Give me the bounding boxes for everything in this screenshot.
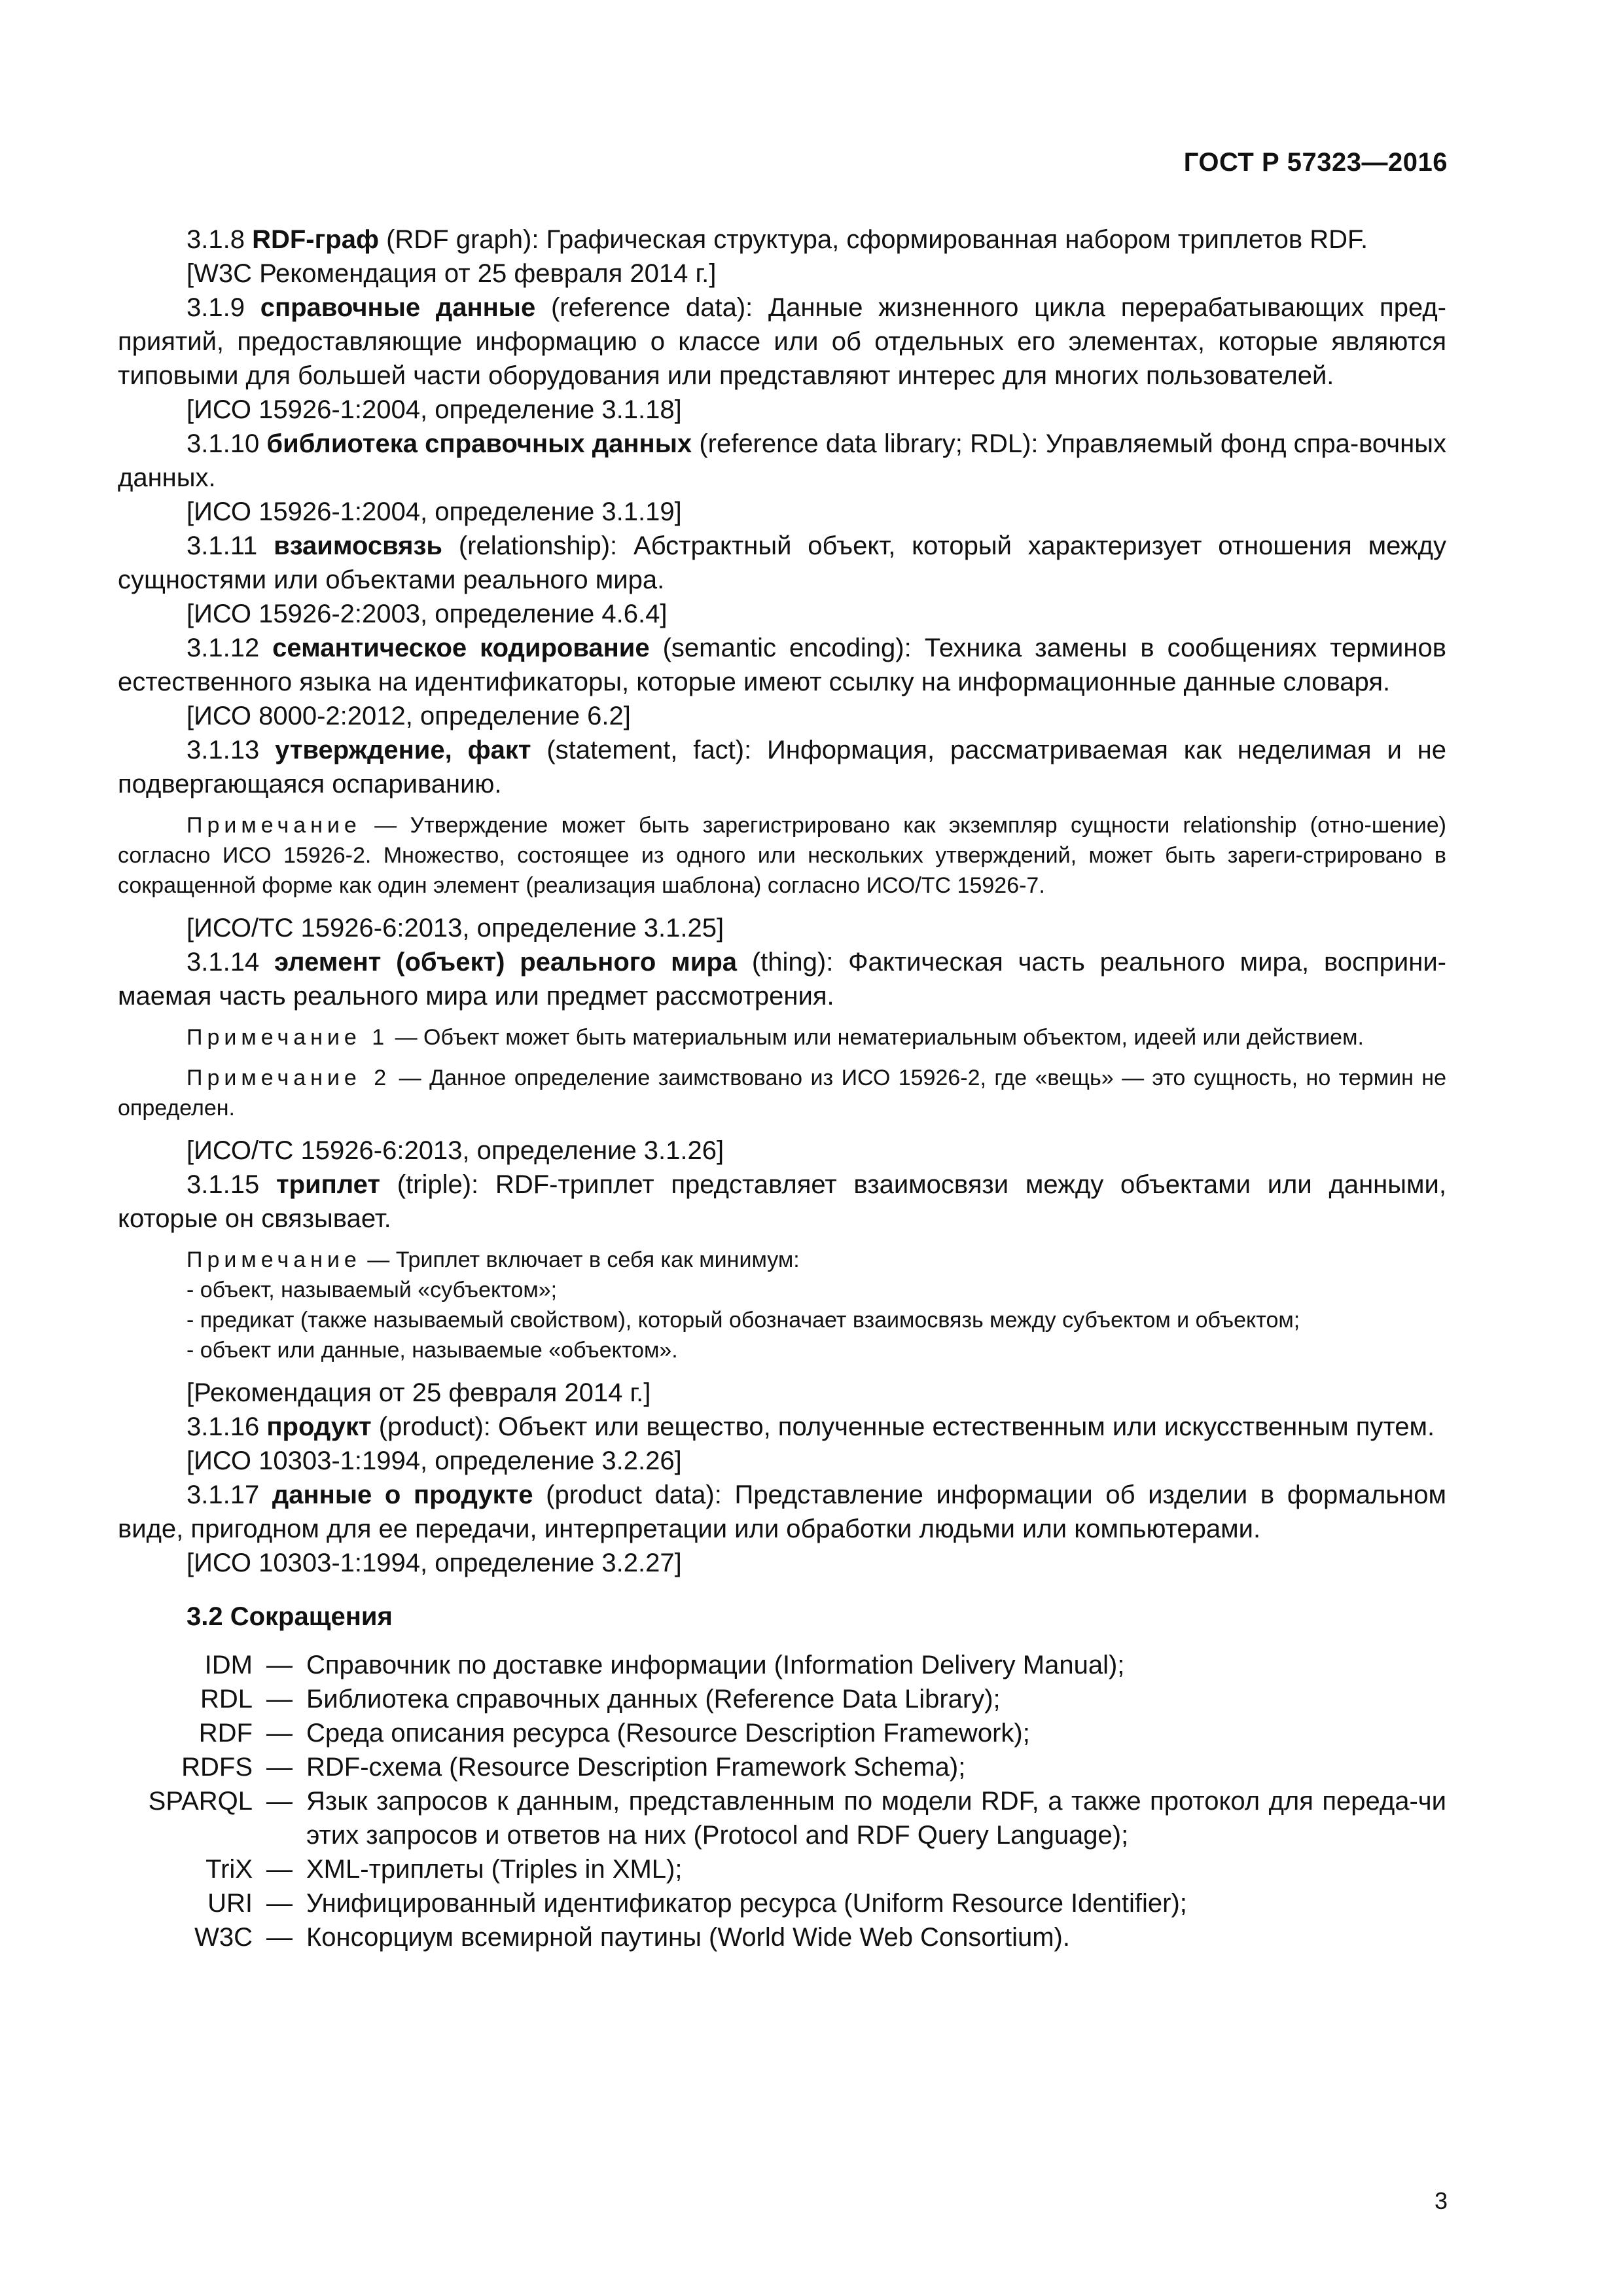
term-name: данные о продукте [272, 1480, 533, 1509]
term-number: 3.1.17 [187, 1480, 260, 1509]
term-name: библиотека справочных данных [266, 429, 692, 458]
term-entry [118, 733, 1446, 801]
abbreviation-row [118, 1886, 1446, 1920]
term-source: [Рекомендация от 25 февраля 2014 г.] [187, 1378, 651, 1407]
abbreviation-definition: Консорциум всемирной паутины (World Wide Web Consortium). [306, 1923, 1070, 1952]
term-name: утверждение, факт [275, 736, 531, 764]
term-definition: (reference data library; RDL): Управляемый фонд спра-вочных данных. [118, 429, 1446, 492]
abbreviation-dash: — [266, 1651, 293, 1679]
note-label: Примечание 2 [187, 1066, 391, 1090]
term-name: триплет [276, 1170, 380, 1199]
term-definition: (relationship): Абстрактный объект, который характеризует отношения между сущностями или объектами реального мира. [118, 531, 1446, 594]
term-name: взаимосвязь [274, 531, 442, 560]
abbreviation-definition: Язык запросов к данным, представленным по модели RDF, а также протокол для переда-чи этих запросов и ответов на них (Protocol and RDF Query Language); [306, 1787, 1446, 1850]
abbreviation-definition: Среда описания ресурса (Resource Description Framework); [306, 1719, 1030, 1748]
note-list-item: - объект, называемый «субъектом»; [187, 1278, 558, 1302]
term-number: 3.1.12 [187, 634, 260, 662]
term-note [118, 810, 1446, 901]
term-definition: (product): Объект или вещество, полученные естественным или искусственным путем. [378, 1412, 1435, 1441]
abbreviation-code: IDM [204, 1651, 253, 1679]
abbreviation-dash: — [266, 1719, 293, 1748]
abbreviation-row [118, 1716, 1446, 1750]
term-note [118, 1063, 1446, 1123]
term-source: [ИСО/ТС 15926-6:2013, определение 3.1.26] [187, 1136, 724, 1165]
abbreviation-row [118, 1784, 1446, 1852]
abbreviation-row [118, 1750, 1446, 1784]
note-label: Примечание [187, 1247, 361, 1272]
term-number: 3.1.11 [187, 531, 258, 560]
term-entry [118, 945, 1446, 1013]
term-source: [ИСО 8000-2:2012, определение 6.2] [187, 702, 631, 730]
document-id-header: ГОСТ Р 57323—2016 [1183, 148, 1448, 177]
section-title: 3.2 Сокращения [187, 1602, 393, 1631]
note-label: Примечание 1 [187, 1025, 389, 1050]
abbreviation-dash: — [266, 1787, 293, 1816]
abbreviation-code: RDFS [181, 1753, 253, 1782]
term-source: [ИСО 10303-1:1994, определение 3.2.27] [187, 1549, 682, 1577]
abbreviation-definition: RDF-схема (Resource Description Framework Schema); [306, 1753, 966, 1782]
term-definition: (semantic encoding): Техника замены в сообщениях терминов естественного языка на идентификаторы, которые имеют ссылку на информационные данные словаря. [118, 634, 1446, 696]
abbreviation-row [118, 1648, 1446, 1682]
term-note [118, 1245, 1446, 1365]
abbreviation-code: W3C [194, 1923, 253, 1952]
abbreviation-dash: — [266, 1753, 293, 1782]
abbreviation-definition: Библиотека справочных данных (Reference Data Library); [306, 1685, 1001, 1713]
note-intro [118, 1245, 1446, 1275]
term-number: 3.1.14 [187, 948, 260, 977]
term-number: 3.1.9 [187, 293, 245, 322]
term-name: элемент (объект) реального мира [274, 948, 737, 977]
term-source: [W3C Рекомендация от 25 февраля 2014 г.] [187, 259, 717, 288]
term-entry [118, 1410, 1446, 1444]
abbreviation-row [118, 1682, 1446, 1716]
term-number: 3.1.10 [187, 429, 260, 458]
term-entry [118, 427, 1446, 495]
term-definition: (triple): RDF-триплет представляет взаимосвязи между объектами или данными, которые он связывает. [118, 1170, 1446, 1233]
abbreviation-row [118, 1852, 1446, 1886]
term-definition: (statement, fact): Информация, рассматриваемая как неделимая и не подвергающаяся оспариванию. [118, 736, 1446, 798]
note-text: — Данное определение заимствовано из ИСО 15926-2, где «вещь» — это сущность, но термин не определен. [118, 1066, 1446, 1121]
term-entry [118, 1478, 1446, 1546]
term-definition: (thing): Фактическая часть реального мира, восприни-маемая часть реального мира или предмет рассмотрения. [118, 948, 1446, 1011]
term-entry [118, 291, 1446, 393]
term-name: справочные данные [260, 293, 536, 322]
term-source: [ИСО/ТС 15926-6:2013, определение 3.1.25] [187, 914, 724, 942]
term-source: [ИСО 15926-2:2003, определение 4.6.4] [187, 600, 668, 628]
term-definition: (RDF graph): Графическая структура, сформированная набором триплетов RDF. [386, 225, 1368, 254]
abbreviation-code: RDF [198, 1719, 253, 1748]
document-body [118, 223, 1446, 1954]
abbreviation-definition: XML-триплеты (Triples in XML); [306, 1855, 683, 1884]
term-definition: (product data): Представление информации об изделии в формальном виде, пригодном для ее передачи, интерпретации или обработки людьми или компьютерами. [118, 1480, 1446, 1543]
abbreviation-dash: — [266, 1889, 293, 1918]
abbreviation-dash: — [266, 1923, 293, 1952]
abbreviation-code: RDL [200, 1685, 253, 1713]
term-source: [ИСО 15926-1:2004, определение 3.1.18] [187, 395, 682, 424]
abbreviation-definition: Унифицированный идентификатор ресурса (Uniform Resource Identifier); [306, 1889, 1187, 1918]
term-name: RDF-граф [252, 225, 379, 254]
term-entry [118, 529, 1446, 597]
abbreviation-code: TriX [205, 1855, 253, 1884]
note-label: Примечание [187, 813, 361, 838]
page-number: 3 [1434, 2187, 1448, 2214]
note-list-item: - предикат (также называемый свойством), который обозначает взаимосвязь между субъектом и объектом; [187, 1308, 1300, 1333]
term-number: 3.1.16 [187, 1412, 260, 1441]
term-entry [118, 631, 1446, 699]
note-text: — Триплет включает в себя как минимум: [367, 1247, 800, 1272]
abbreviation-definition: Справочник по доставке информации (Information Delivery Manual); [306, 1651, 1125, 1679]
note-list-item: - объект или данные, называемые «объектом». [187, 1338, 678, 1363]
term-name: продукт [266, 1412, 372, 1441]
term-number: 3.1.8 [187, 225, 245, 254]
term-note [118, 1022, 1446, 1052]
term-number: 3.1.15 [187, 1170, 260, 1199]
abbreviation-code: SPARQL [148, 1787, 253, 1816]
term-definition: (reference data): Данные жизненного цикла перерабатывающих пред-приятий, предоставляющие информацию о классе или об отдельных его элементах, которые являются типовыми для большей части оборудования или представляют интерес для многих пользователей. [118, 293, 1446, 390]
note-text: — Утверждение может быть зарегистрировано как экземпляр сущности relationship (отно-шение) согласно ИСО 15926-2. Множество, состоящее из одного или нескольких утверждений, может быть зареги-стрировано в сокращенной форме как один элемент (реализация шаблона) согласно ИСО/ТС 15926-7. [118, 813, 1447, 898]
note-text: — Объект может быть материальным или нематериальным объектом, идеей или действием. [395, 1025, 1364, 1050]
term-source: [ИСО 10303-1:1994, определение 3.2.26] [187, 1446, 682, 1475]
abbreviation-dash: — [266, 1685, 293, 1713]
abbreviation-list [118, 1648, 1446, 1954]
term-entry [118, 223, 1446, 257]
abbreviation-dash: — [266, 1855, 293, 1884]
term-entry [118, 1168, 1446, 1236]
term-source: [ИСО 15926-1:2004, определение 3.1.19] [187, 497, 682, 526]
abbreviation-code: URI [207, 1889, 253, 1918]
term-number: 3.1.13 [187, 736, 260, 764]
term-name: семантическое кодирование [272, 634, 650, 662]
abbreviation-row [118, 1920, 1446, 1954]
